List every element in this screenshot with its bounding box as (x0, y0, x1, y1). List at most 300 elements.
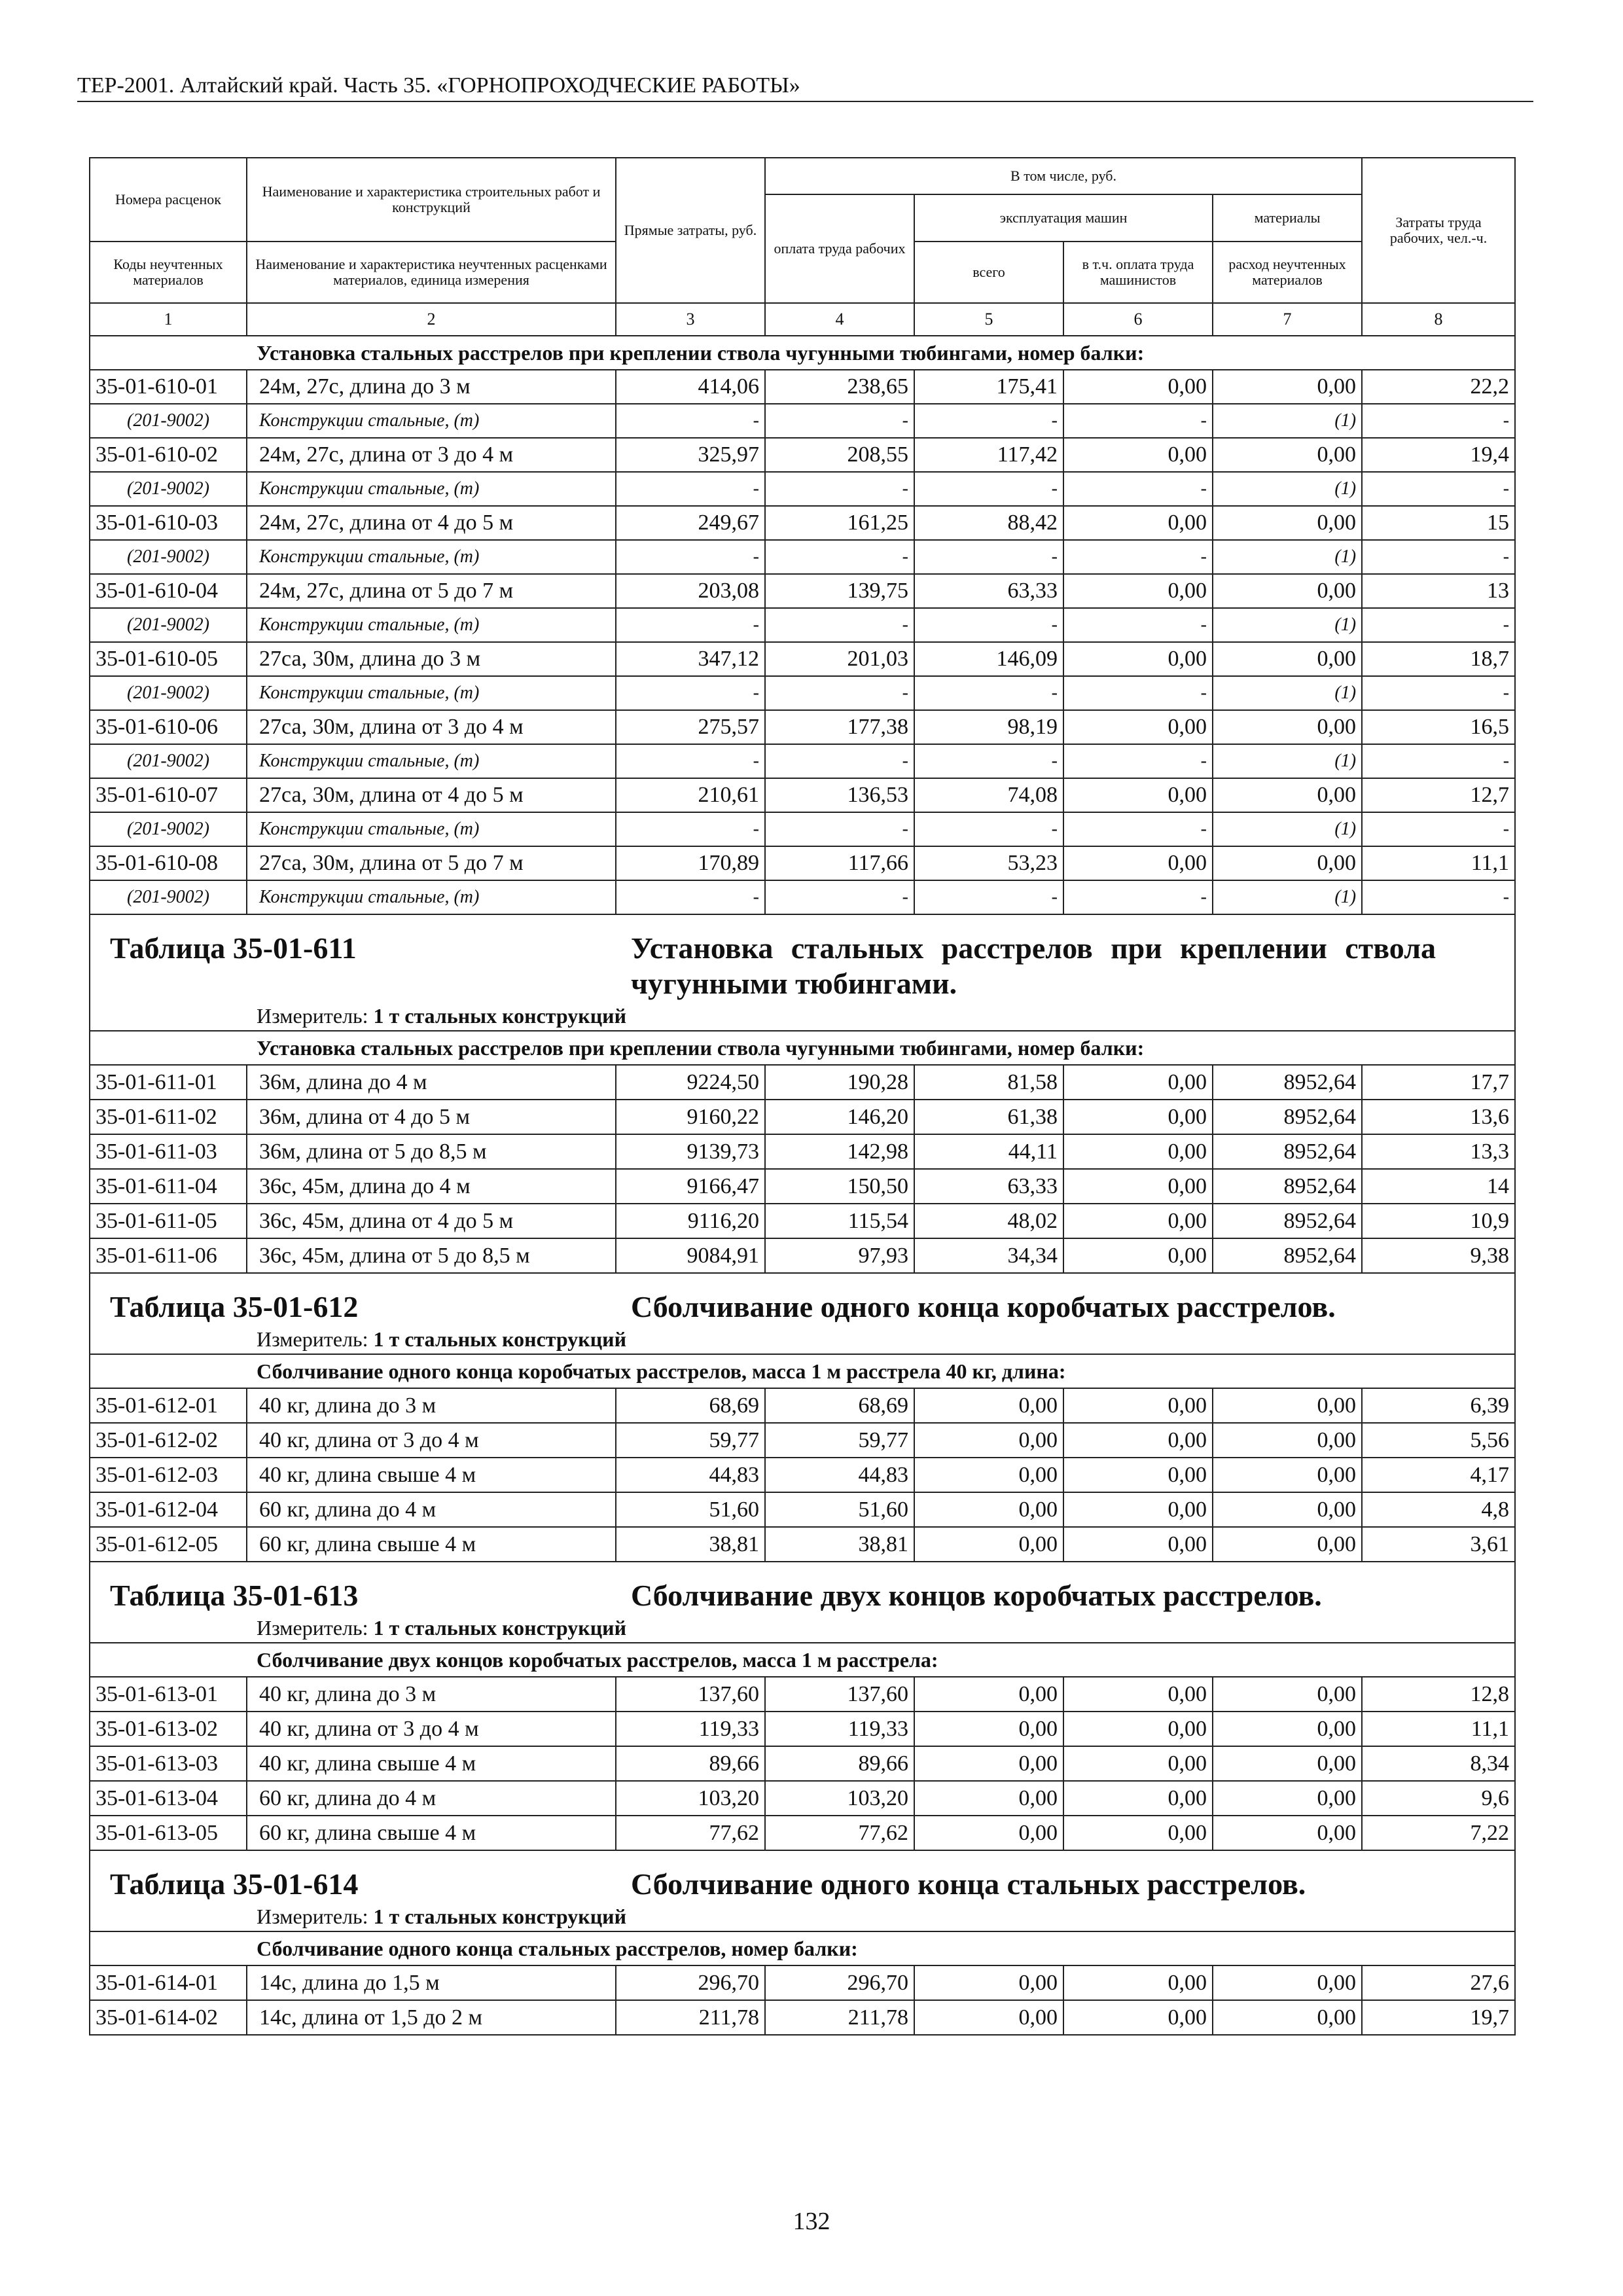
rate-value: - (914, 540, 1063, 574)
rate-value: - (914, 880, 1063, 914)
rate-value: - (914, 472, 1063, 506)
table-label: Таблица 35-01-611 (110, 931, 357, 965)
page-header: ТЕР-2001. Алтайский край. Часть 35. «ГОРНОПРОХОДЧЕСКИЕ РАБОТЫ» (77, 71, 1533, 102)
rate-value: 347,12 (616, 642, 765, 676)
rate-value: - (616, 540, 765, 574)
rate-description: 27са, 30м, длина от 3 до 4 м (247, 710, 616, 744)
rate-value: 0,00 (1213, 642, 1362, 676)
rate-value: 0,00 (1063, 438, 1213, 472)
rate-value: (1) (1213, 812, 1362, 846)
rate-value: 19,4 (1362, 438, 1515, 472)
rate-value: 59,77 (765, 1423, 914, 1458)
table-row (90, 1527, 1515, 1562)
rate-description: 60 кг, длина свыше 4 м (247, 1816, 616, 1850)
table-row (90, 1492, 1515, 1527)
section-header-row (90, 1354, 1515, 1388)
col-header-material-usage: расход неучтенных материалов (1213, 242, 1362, 303)
rate-description: Конструкции стальные, (т) (247, 744, 616, 778)
table-row (90, 438, 1515, 472)
rate-value: - (765, 812, 914, 846)
col-number: 2 (247, 303, 616, 336)
section-header-row (90, 336, 1515, 370)
rate-value: 0,00 (1063, 506, 1213, 540)
rate-value: 175,41 (914, 370, 1063, 404)
col-number: 5 (914, 303, 1063, 336)
rate-description: 24м, 27с, длина до 3 м (247, 370, 616, 404)
rate-value: - (914, 812, 1063, 846)
rate-code: (201-9002) (90, 812, 247, 846)
rate-value: 275,57 (616, 710, 765, 744)
rate-value: 0,00 (1063, 1238, 1213, 1273)
col-number: 6 (1063, 303, 1213, 336)
measure-prefix: Измеритель: (257, 1905, 368, 1928)
rate-value: - (1063, 880, 1213, 914)
rate-code: 35-01-611-01 (90, 1065, 247, 1100)
rate-value: 13,6 (1362, 1100, 1515, 1134)
table-title: Сболчивание двух концов коробчатых расстрелов. (631, 1579, 1322, 1612)
rate-value: 8952,64 (1213, 1100, 1362, 1134)
rate-description: 36м, длина до 4 м (247, 1065, 616, 1100)
col-header-including: В том числе, руб. (765, 158, 1362, 194)
material-row (90, 540, 1515, 574)
rate-value: 0,00 (914, 1781, 1063, 1816)
rate-value: 16,5 (1362, 710, 1515, 744)
table-row (90, 1712, 1515, 1746)
rate-code: 35-01-613-04 (90, 1781, 247, 1816)
rate-value: 53,23 (914, 846, 1063, 880)
rate-value: 190,28 (765, 1065, 914, 1100)
rate-value: 119,33 (616, 1712, 765, 1746)
measure-prefix: Измеритель: (257, 1616, 368, 1640)
rate-code: 35-01-610-08 (90, 846, 247, 880)
rate-value: 0,00 (1213, 1423, 1362, 1458)
table-row (90, 1204, 1515, 1238)
rate-value: 0,00 (1213, 1712, 1362, 1746)
rate-value: 296,70 (616, 1965, 765, 2000)
material-row (90, 812, 1515, 846)
table-row (90, 1388, 1515, 1423)
table-row (90, 1238, 1515, 1273)
rate-value: (1) (1213, 608, 1362, 642)
rate-value: 0,00 (1063, 574, 1213, 608)
rate-value: 9160,22 (616, 1100, 765, 1134)
material-row (90, 608, 1515, 642)
measure-value: 1 т стальных конструкций (373, 1327, 627, 1351)
rate-value: 0,00 (1213, 438, 1362, 472)
rate-value: (1) (1213, 880, 1362, 914)
rate-value: 8952,64 (1213, 1134, 1362, 1169)
section-header-row (90, 1931, 1515, 1965)
rate-description: Конструкции стальные, (т) (247, 608, 616, 642)
rate-value: 77,62 (765, 1816, 914, 1850)
rate-description: 24м, 27с, длина от 4 до 5 м (247, 506, 616, 540)
rate-description: 40 кг, длина от 3 до 4 м (247, 1423, 616, 1458)
table-row (90, 1781, 1515, 1816)
rate-code: (201-9002) (90, 676, 247, 710)
rate-value: 63,33 (914, 574, 1063, 608)
rate-value: 0,00 (1213, 1746, 1362, 1781)
rate-description: 27са, 30м, длина до 3 м (247, 642, 616, 676)
rate-value: 117,42 (914, 438, 1063, 472)
rate-value: 139,75 (765, 574, 914, 608)
rate-code: (201-9002) (90, 744, 247, 778)
material-row (90, 404, 1515, 438)
rate-value: 203,08 (616, 574, 765, 608)
col-number: 7 (1213, 303, 1362, 336)
rate-description: 40 кг, длина до 3 м (247, 1388, 616, 1423)
rate-value: - (1362, 540, 1515, 574)
rate-value: 61,38 (914, 1100, 1063, 1134)
rate-value: 8,34 (1362, 1746, 1515, 1781)
rates-document (89, 157, 1514, 2036)
rate-value: 0,00 (1213, 1965, 1362, 2000)
table-measure (110, 1325, 1514, 1354)
rate-value: - (616, 744, 765, 778)
rate-code: 35-01-612-03 (90, 1458, 247, 1492)
measure-prefix: Измеритель: (257, 1004, 368, 1028)
rate-value: - (616, 404, 765, 438)
rate-code: 35-01-610-02 (90, 438, 247, 472)
rate-description: Конструкции стальные, (т) (247, 404, 616, 438)
rate-description: 14с, длина от 1,5 до 2 м (247, 2000, 616, 2035)
table-row (90, 1965, 1515, 2000)
rate-value: 0,00 (1063, 1169, 1213, 1204)
rate-code: 35-01-610-03 (90, 506, 247, 540)
rate-value: 0,00 (914, 1527, 1063, 1562)
rate-value: 0,00 (1063, 1712, 1213, 1746)
rate-value: (1) (1213, 744, 1362, 778)
rate-value: 38,81 (616, 1527, 765, 1562)
rate-value: 103,20 (765, 1781, 914, 1816)
rate-value: - (914, 404, 1063, 438)
rate-value: 0,00 (914, 1423, 1063, 1458)
col-header-material-names: Наименование и характеристика неучтенных расценками материалов, единица измерения (247, 242, 616, 303)
section-title: Сболчивание одного конца коробчатых расстрелов, масса 1 м расстрела 40 кг, длина: (90, 1354, 1515, 1388)
rate-value: 44,11 (914, 1134, 1063, 1169)
rate-value: 12,7 (1362, 778, 1515, 812)
col-header-direct-costs: Прямые затраты, руб. (616, 158, 765, 303)
rate-value: 161,25 (765, 506, 914, 540)
rate-value: 0,00 (1063, 1423, 1213, 1458)
table-row (90, 1746, 1515, 1781)
rate-description: 27са, 30м, длина от 4 до 5 м (247, 778, 616, 812)
rate-value: 208,55 (765, 438, 914, 472)
rate-code: 35-01-612-05 (90, 1527, 247, 1562)
rate-value: 13,3 (1362, 1134, 1515, 1169)
rate-code: 35-01-612-01 (90, 1388, 247, 1423)
rate-value: 0,00 (1213, 1492, 1362, 1527)
section-title: Установка стальных расстрелов при креплении ствола чугунными тюбингами, номер балки: (90, 336, 1515, 370)
rate-value: - (616, 676, 765, 710)
rate-description: Конструкции стальные, (т) (247, 880, 616, 914)
rate-value: 0,00 (1063, 846, 1213, 880)
rate-value: - (1063, 744, 1213, 778)
rate-value: 0,00 (914, 1677, 1063, 1712)
rate-value: 210,61 (616, 778, 765, 812)
rate-value: 12,8 (1362, 1677, 1515, 1712)
rate-value: 0,00 (1063, 1134, 1213, 1169)
rate-value: - (765, 404, 914, 438)
rate-value: 3,61 (1362, 1527, 1515, 1562)
rate-value: 0,00 (1063, 1677, 1213, 1712)
rate-code: 35-01-610-05 (90, 642, 247, 676)
rate-description: 36м, длина от 5 до 8,5 м (247, 1134, 616, 1169)
table-row (90, 642, 1515, 676)
rate-description: 36м, длина от 4 до 5 м (247, 1100, 616, 1134)
table-measure (110, 1902, 1514, 1931)
material-row (90, 744, 1515, 778)
rate-value: 51,60 (765, 1492, 914, 1527)
rate-value: 8952,64 (1213, 1238, 1362, 1273)
rate-description: 40 кг, длина до 3 м (247, 1677, 616, 1712)
section-header-row (90, 1643, 1515, 1677)
rate-code: 35-01-611-03 (90, 1134, 247, 1169)
rate-value: - (616, 472, 765, 506)
rate-value: 9139,73 (616, 1134, 765, 1169)
rate-value: - (914, 608, 1063, 642)
rate-value: - (765, 676, 914, 710)
rate-value: 0,00 (1213, 1677, 1362, 1712)
rate-value: 89,66 (616, 1746, 765, 1781)
rate-value: 0,00 (914, 1712, 1063, 1746)
rate-value: 0,00 (1063, 2000, 1213, 2035)
rate-value: 0,00 (914, 2000, 1063, 2035)
measure-prefix: Измеритель: (257, 1327, 368, 1351)
rate-value: 136,53 (765, 778, 914, 812)
rate-description: Конструкции стальные, (т) (247, 812, 616, 846)
rate-value: 11,1 (1362, 846, 1515, 880)
rate-value: 51,60 (616, 1492, 765, 1527)
rate-value: - (1362, 404, 1515, 438)
rate-value: 9116,20 (616, 1204, 765, 1238)
rate-value: 238,65 (765, 370, 914, 404)
rate-value: - (1063, 608, 1213, 642)
rate-value: 115,54 (765, 1204, 914, 1238)
rate-value: 9166,47 (616, 1169, 765, 1204)
col-header-labor-hours: Затраты труда рабочих, чел.-ч. (1362, 158, 1515, 303)
rate-value: 81,58 (914, 1065, 1063, 1100)
rate-code: (201-9002) (90, 540, 247, 574)
rate-description: 60 кг, длина до 4 м (247, 1492, 616, 1527)
table-caption-row (90, 1562, 1515, 1643)
rate-value: 89,66 (765, 1746, 914, 1781)
rate-value: 0,00 (1063, 778, 1213, 812)
rate-value: 0,00 (1063, 1781, 1213, 1816)
rate-value: - (616, 812, 765, 846)
col-header-machines-total: всего (914, 242, 1063, 303)
rate-value: (1) (1213, 472, 1362, 506)
rate-value: 8952,64 (1213, 1204, 1362, 1238)
rate-value: 142,98 (765, 1134, 914, 1169)
rate-value: 0,00 (1063, 710, 1213, 744)
rate-value: 0,00 (1063, 1492, 1213, 1527)
rate-value: 0,00 (1213, 1458, 1362, 1492)
rate-value: 170,89 (616, 846, 765, 880)
rate-value: 74,08 (914, 778, 1063, 812)
rate-description: 24м, 27с, длина от 5 до 7 м (247, 574, 616, 608)
rate-code: 35-01-614-01 (90, 1965, 247, 2000)
rate-value: 0,00 (1063, 1458, 1213, 1492)
rate-value: 0,00 (1213, 1527, 1362, 1562)
rate-description: 60 кг, длина свыше 4 м (247, 1527, 616, 1562)
rate-value: 137,60 (765, 1677, 914, 1712)
rate-code: (201-9002) (90, 880, 247, 914)
rate-value: 0,00 (1063, 1746, 1213, 1781)
rate-value: 211,78 (765, 2000, 914, 2035)
rate-value: 5,56 (1362, 1423, 1515, 1458)
rate-value: 0,00 (914, 1492, 1063, 1527)
table-caption (90, 1273, 1515, 1354)
rate-description: 40 кг, длина свыше 4 м (247, 1458, 616, 1492)
rate-value: 0,00 (1213, 2000, 1362, 2035)
rate-value: - (1063, 676, 1213, 710)
rate-value: 249,67 (616, 506, 765, 540)
measure-value: 1 т стальных конструкций (373, 1905, 627, 1928)
rate-value: 9224,50 (616, 1065, 765, 1100)
rate-code: (201-9002) (90, 404, 247, 438)
rate-description: 14с, длина до 1,5 м (247, 1965, 616, 2000)
table-measure (110, 1001, 1514, 1030)
rate-value: - (1063, 540, 1213, 574)
rate-value: - (1063, 404, 1213, 438)
rate-value: - (616, 608, 765, 642)
rate-value: 0,00 (1063, 1527, 1213, 1562)
table-title: Установка стальных расстрелов при креплении ствола чугунными тюбингами. (631, 931, 1436, 1000)
rate-value: 211,78 (616, 2000, 765, 2035)
rate-value: 44,83 (616, 1458, 765, 1492)
table-label: Таблица 35-01-613 (110, 1579, 359, 1612)
rate-value: 22,2 (1362, 370, 1515, 404)
rate-value: 146,09 (914, 642, 1063, 676)
rate-code: 35-01-610-06 (90, 710, 247, 744)
table-row (90, 574, 1515, 608)
rate-description: 36с, 45м, длина от 5 до 8,5 м (247, 1238, 616, 1273)
rate-code: 35-01-613-02 (90, 1712, 247, 1746)
rate-value: 8952,64 (1213, 1169, 1362, 1204)
rate-description: 40 кг, длина от 3 до 4 м (247, 1712, 616, 1746)
rate-value: 48,02 (914, 1204, 1063, 1238)
rate-value: 0,00 (1213, 506, 1362, 540)
rate-value: 0,00 (1213, 1388, 1362, 1423)
rate-value: 177,38 (765, 710, 914, 744)
table-row (90, 1134, 1515, 1169)
rate-value: - (765, 880, 914, 914)
rate-code: 35-01-613-01 (90, 1677, 247, 1712)
rates-table (89, 157, 1516, 2036)
table-row (90, 1065, 1515, 1100)
rate-value: 0,00 (1063, 1965, 1213, 2000)
table-caption (90, 914, 1515, 1031)
rate-description: Конструкции стальные, (т) (247, 676, 616, 710)
rate-value: - (1362, 880, 1515, 914)
table-row (90, 846, 1515, 880)
rate-value: 0,00 (1213, 846, 1362, 880)
rate-code: 35-01-610-04 (90, 574, 247, 608)
rate-value: 88,42 (914, 506, 1063, 540)
rate-value: 0,00 (1063, 1100, 1213, 1134)
table-caption-row (90, 1850, 1515, 1931)
page-number: 132 (793, 2208, 830, 2235)
rate-value: 98,19 (914, 710, 1063, 744)
rate-code: 35-01-612-02 (90, 1423, 247, 1458)
rate-value: 15 (1362, 506, 1515, 540)
rate-code: 35-01-613-05 (90, 1816, 247, 1850)
rate-value: 6,39 (1362, 1388, 1515, 1423)
rate-value: - (1362, 676, 1515, 710)
table-row (90, 1677, 1515, 1712)
rate-value: - (914, 676, 1063, 710)
rate-value: - (1362, 472, 1515, 506)
table-row (90, 1100, 1515, 1134)
rate-value: 103,20 (616, 1781, 765, 1816)
table-caption (90, 1562, 1515, 1643)
rate-value: 68,69 (765, 1388, 914, 1423)
rate-value: - (765, 472, 914, 506)
section-header-row (90, 1031, 1515, 1065)
rate-value: (1) (1213, 676, 1362, 710)
rate-value: 0,00 (914, 1388, 1063, 1423)
table-caption-row (90, 1273, 1515, 1354)
table-row (90, 1423, 1515, 1458)
material-row (90, 472, 1515, 506)
col-number: 4 (765, 303, 914, 336)
rate-value: 19,7 (1362, 2000, 1515, 2035)
rate-value: - (1362, 744, 1515, 778)
measure-value: 1 т стальных конструкций (373, 1616, 627, 1640)
rate-value: 17,7 (1362, 1065, 1515, 1100)
table-row (90, 370, 1515, 404)
rate-description: 60 кг, длина до 4 м (247, 1781, 616, 1816)
rate-code: (201-9002) (90, 608, 247, 642)
rate-value: - (914, 744, 1063, 778)
rate-value: 38,81 (765, 1527, 914, 1562)
col-header-materials: материалы (1213, 194, 1362, 242)
rate-description: 27са, 30м, длина от 5 до 7 м (247, 846, 616, 880)
rate-description: 24м, 27с, длина от 3 до 4 м (247, 438, 616, 472)
table-row (90, 1169, 1515, 1204)
rate-value: 0,00 (1213, 710, 1362, 744)
material-row (90, 880, 1515, 914)
rate-value: 0,00 (1213, 1781, 1362, 1816)
rate-code: 35-01-611-06 (90, 1238, 247, 1273)
rate-value: 63,33 (914, 1169, 1063, 1204)
rate-value: 0,00 (914, 1746, 1063, 1781)
rate-value: - (1362, 608, 1515, 642)
rate-value: 9,38 (1362, 1238, 1515, 1273)
rate-value: 18,7 (1362, 642, 1515, 676)
rate-value: 77,62 (616, 1816, 765, 1850)
table-caption-row (90, 914, 1515, 1031)
rate-value: - (765, 540, 914, 574)
rate-value: 0,00 (1213, 1816, 1362, 1850)
rate-value: 4,8 (1362, 1492, 1515, 1527)
table-row (90, 2000, 1515, 2035)
rate-value: 0,00 (1063, 1388, 1213, 1423)
rate-value: 325,97 (616, 438, 765, 472)
table-row (90, 1458, 1515, 1492)
rate-value: 0,00 (914, 1816, 1063, 1850)
rate-value: 68,69 (616, 1388, 765, 1423)
col-header-operator-pay: в т.ч. оплата труда машинистов (1063, 242, 1213, 303)
col-number: 8 (1362, 303, 1515, 336)
table-title: Сболчивание одного конца стальных расстрелов. (631, 1867, 1306, 1901)
rate-value: 0,00 (1063, 1816, 1213, 1850)
rate-description: Конструкции стальные, (т) (247, 472, 616, 506)
rate-value: 0,00 (1063, 1065, 1213, 1100)
rate-value: 146,20 (765, 1100, 914, 1134)
rate-value: - (1362, 812, 1515, 846)
rate-code: 35-01-614-02 (90, 2000, 247, 2035)
